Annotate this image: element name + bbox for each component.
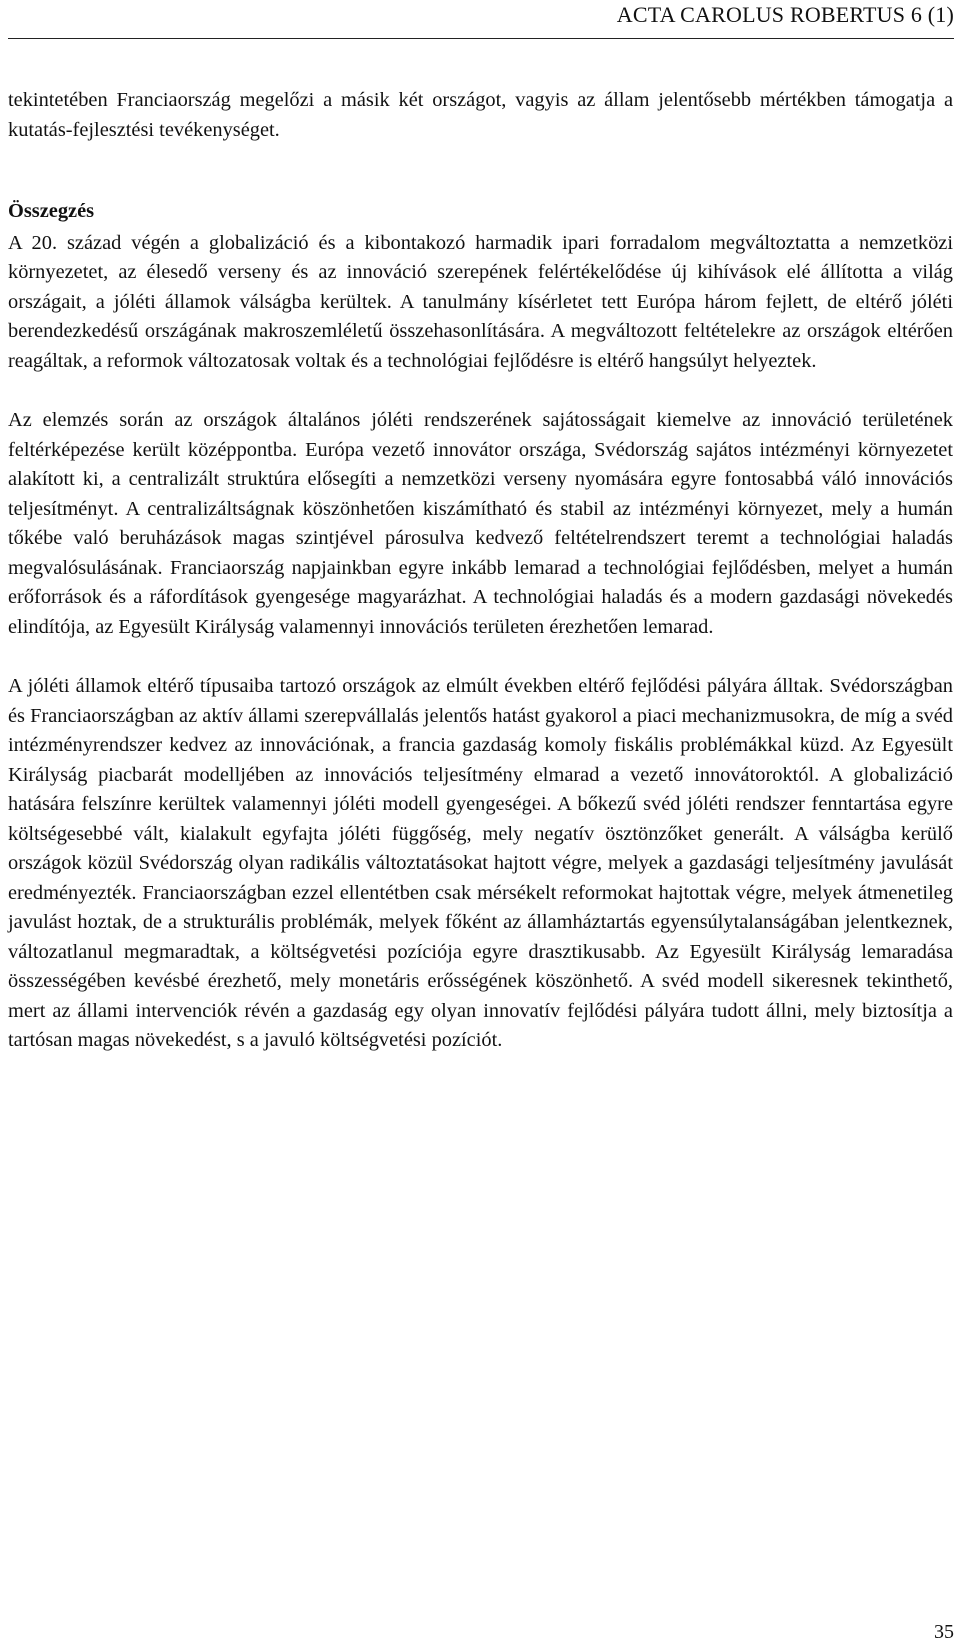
section-heading: Összegzés bbox=[8, 200, 95, 222]
header-rule bbox=[8, 38, 954, 39]
paragraph-summary-2: Az elemzés során az országok általános jóléti rendszerének sajátosságait kiemelve az innováció területének feltérképezése került középpontba. Európa vezető innovátor országa, Svédország sajátos intézményi környezetet alakított ki, a centralizált struktúra elősegíti a nemzetközi verseny nyomására egyre fontosabbá váló innovációs teljesítményt. A centralizáltságnak köszönhetően kiszámítható és stabil az intézményi környezet, mely a humán tőkébe való beruházások magas szintjével párosulva kedvező feltételrendszert teremt a technológiai haladás megvalósulásának. Franciaország napjainkban egyre inkább lemarad a technológiai fejlődésben, melyet a humán erőforrások és a ráfordítások gyengesége magyarázhat. A technológiai haladás és a modern gazdasági növekedés elindítója, az Egyesült Királyság valamennyi innovációs területen érezhetően lemarad. bbox=[8, 409, 953, 638]
page-body bbox=[8, 86, 953, 1056]
running-head: ACTA CAROLUS ROBERTUS 6 (1) bbox=[616, 2, 954, 27]
paragraph-summary-1: A 20. század végén a globalizáció és a kibontakozó harmadik ipari forradalom megváltoztatta a nemzetközi környezetet, az élesedő verseny és az innováció szerepének felértékelődése új kihívások elé állította a világ országait, a jóléti államok válságba kerültek. A tanulmány kísérletet tett Európa három fejlett, de eltérő jóléti berendezkedésű országának makroszemléletű összehasonlítására. A megváltozott feltételekre az országok eltérően reagáltak, a reformok változatosak voltak és a technológiai fejlődésre is eltérő hangsúlyt helyeztek. bbox=[8, 231, 953, 372]
intro-paragraph: tekintetében Franciaország megelőzi a másik két országot, vagyis az állam jelentősebb mértékben támogatja a kutatás-fejlesztési tevékenységet. bbox=[8, 89, 953, 141]
page-number: 35 bbox=[934, 1621, 954, 1643]
paragraph-summary-3: A jóléti államok eltérő típusaiba tartozó országok az elmúlt években eltérő fejlődési pályára álltak. Svédországban és Franciaországban az aktív állami szerepvállalás jelentős hatást gyakorol a piaci mechanizmusokra, de míg a svéd intézményrendszer kedvez az innovációnak, a francia gazdaság komoly fiskális problémákkal küzd. Az Egyesült Királyság piacbarát modelljében az innovációs teljesítmény elmarad a vezető innovátoroktól. A globalizáció hatására felszínre kerültek valamennyi jóléti modell gyengeségei. A bőkezű svéd jóléti rendszer fenntartása egyre költségesebbé vált, kialakult egyfajta jóléti függőség, mely negatív ösztönzőket generált. A válságba kerülő országok közül Svédország olyan radikális változtatásokat hajtott végre, melyek a gazdasági teljesítmény javulását eredményezték. Franciaországban ezzel ellentétben csak mérsékelt reformokat hajtottak végre, melyek átmenetileg javulást hoztak, de a strukturális problémák, melyek főként az államháztartás egyensúlytalanságában jelentkeznek, változatlanul megmaradtak, a költségvetési pozíciója egyre drasztikusabb. Az Egyesült Királyság lemaradása összességében kevésbé érezhető, mely monetáris erősségének köszönhető. A svéd modell sikeresnek tekinthető, mert az állami intervenciók révén a gazdaság egy olyan innovatív fejlődési pályára tudott állni, mely biztosítja a tartósan magas növekedést, s a javuló költségvetési pozíciót. bbox=[8, 675, 953, 1051]
